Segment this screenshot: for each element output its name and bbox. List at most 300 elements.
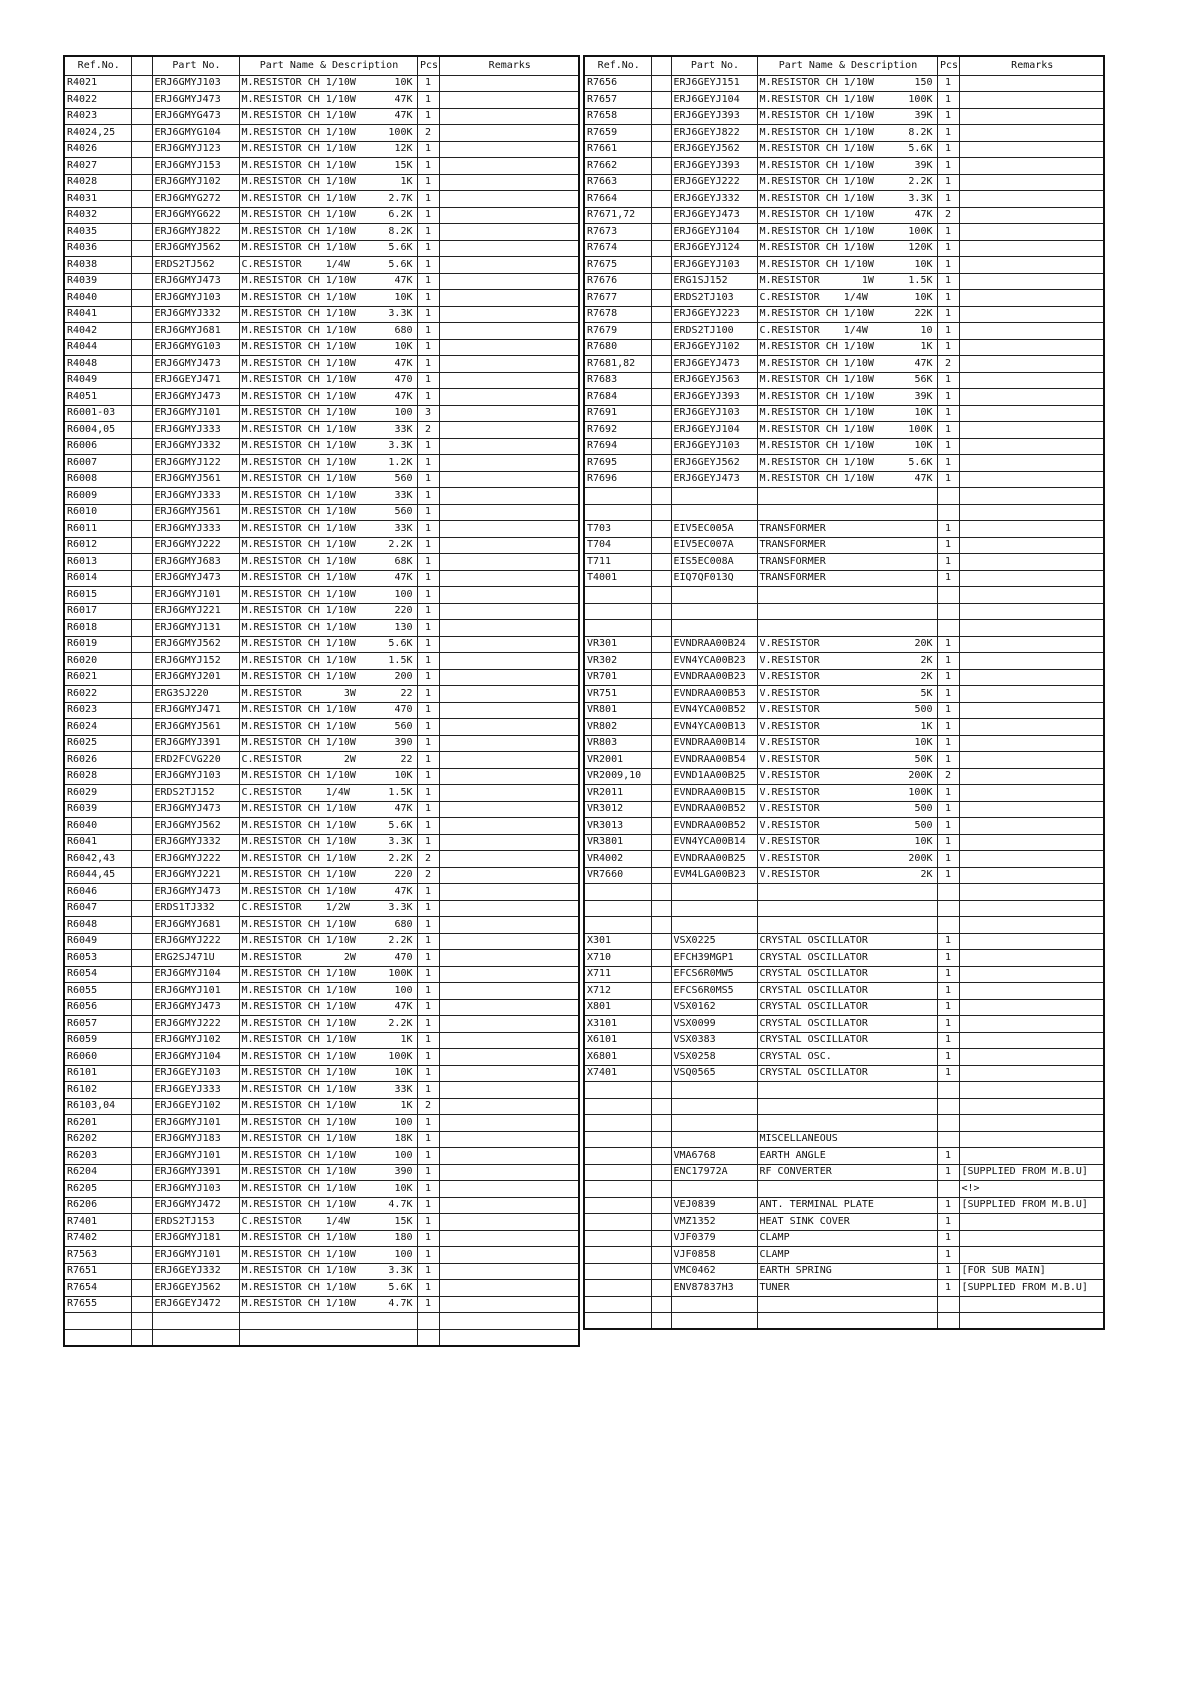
- part-no-cell: ERJ6GMYJ333: [152, 488, 239, 505]
- description-wrap: [760, 804, 937, 814]
- description-cell: [239, 455, 417, 472]
- part-value: 33K: [394, 423, 413, 435]
- table-row: [584, 1181, 1104, 1198]
- remarks-cell: [959, 455, 1104, 472]
- blank-cell: [131, 966, 152, 983]
- part-value: 1.2K: [388, 456, 413, 468]
- ref-no-cell: R6018: [64, 620, 131, 637]
- part-no-cell: EVN4YCA00B14: [671, 834, 757, 851]
- ref-no-cell: [584, 1313, 651, 1330]
- part-name: C.RESISTOR 1/4W: [759, 291, 868, 303]
- table-row: [584, 488, 1104, 505]
- description-cell: [757, 224, 937, 241]
- ref-no-cell: R7654: [64, 1280, 131, 1297]
- remarks-cell: [959, 372, 1104, 389]
- pcs-cell: 1: [937, 735, 959, 752]
- part-no-cell: ERJ6GMYJ473: [152, 389, 239, 406]
- description-cell: [757, 884, 937, 901]
- blank-cell: [131, 1181, 152, 1198]
- description-cell: [757, 719, 937, 736]
- blank-cell: [131, 290, 152, 307]
- remarks-cell: [959, 438, 1104, 455]
- description-cell: [239, 356, 417, 373]
- ref-no-cell: X711: [584, 966, 651, 983]
- table-row: [584, 372, 1104, 389]
- part-value: 5.6K: [388, 638, 413, 650]
- part-no-cell: VMA6768: [671, 1148, 757, 1165]
- part-name: CLAMP: [759, 1232, 790, 1244]
- part-name: M.RESISTOR CH 1/10W: [241, 984, 356, 996]
- table-row: [584, 785, 1104, 802]
- description-cell: [757, 1016, 937, 1033]
- part-no-cell: ERJ6GEYJ473: [671, 356, 757, 373]
- part-value: 10K: [394, 77, 413, 89]
- pcs-cell: 1: [417, 75, 439, 92]
- part-value: 200K: [908, 770, 933, 782]
- pcs-cell: 1: [417, 1065, 439, 1082]
- blank-cell: [131, 1247, 152, 1264]
- remarks-cell: [959, 1214, 1104, 1231]
- description-cell: [239, 752, 417, 769]
- table-row: [64, 801, 579, 818]
- ref-no-cell: R6041: [64, 834, 131, 851]
- part-value: 10: [920, 324, 933, 336]
- description-wrap: [760, 854, 937, 864]
- ref-no-cell: R7673: [584, 224, 651, 241]
- part-no-cell: ERJ6GEYJ332: [671, 191, 757, 208]
- ref-no-cell: R6102: [64, 1082, 131, 1099]
- table-row: [584, 834, 1104, 851]
- remarks-cell: [439, 240, 579, 257]
- description-wrap: [242, 788, 417, 798]
- part-name: M.RESISTOR CH 1/10W: [759, 126, 874, 138]
- pcs-cell: [937, 504, 959, 521]
- description-wrap: [242, 705, 417, 715]
- part-no-cell: ERJ6GEYJ102: [671, 339, 757, 356]
- remarks-cell: [959, 240, 1104, 257]
- description-wrap: [760, 161, 937, 171]
- description-cell: [757, 620, 937, 637]
- table-row: [64, 1016, 579, 1033]
- part-value: 47K: [394, 110, 413, 122]
- blank-cell: [131, 158, 152, 175]
- blank-cell: [651, 966, 671, 983]
- part-value: 1K: [920, 720, 933, 732]
- remarks-cell: [959, 174, 1104, 191]
- ref-no-cell: R7662: [584, 158, 651, 175]
- blank-cell: [651, 1131, 671, 1148]
- part-name: C.RESISTOR 1/4W: [241, 786, 350, 798]
- pcs-cell: 1: [417, 1214, 439, 1231]
- pcs-cell: 1: [937, 999, 959, 1016]
- pcs-cell: 1: [417, 191, 439, 208]
- ref-no-cell: [584, 1131, 651, 1148]
- part-value: 47K: [394, 885, 413, 897]
- ref-no-cell: R6008: [64, 471, 131, 488]
- description-cell: [239, 999, 417, 1016]
- table-row: [584, 224, 1104, 241]
- blank-cell: [131, 702, 152, 719]
- part-name: M.RESISTOR CH 1/10W: [241, 737, 356, 749]
- description-wrap: [242, 1167, 417, 1177]
- description-cell: [239, 735, 417, 752]
- description-cell: [757, 92, 937, 109]
- description-wrap: [242, 194, 417, 204]
- table-row: [64, 1065, 579, 1082]
- blank-cell: [131, 900, 152, 917]
- header-ref-no: Ref.No.: [64, 56, 131, 75]
- part-name: M.RESISTOR CH 1/10W: [241, 1232, 356, 1244]
- part-name: V.RESISTOR: [759, 720, 820, 732]
- part-no-cell: EFCS6R0MS5: [671, 983, 757, 1000]
- description-wrap: [760, 557, 937, 567]
- part-no-cell: ERJ6GMYJ391: [152, 735, 239, 752]
- remarks-cell: [439, 1148, 579, 1165]
- ref-no-cell: VR301: [584, 636, 651, 653]
- pcs-cell: 1: [937, 339, 959, 356]
- description-wrap: [760, 128, 937, 138]
- blank-cell: [651, 488, 671, 505]
- blank-cell: [131, 1214, 152, 1231]
- description-cell: [757, 851, 937, 868]
- part-name: V.RESISTOR: [759, 869, 820, 881]
- table-row: [64, 537, 579, 554]
- blank-cell: [131, 356, 152, 373]
- table-row: [584, 389, 1104, 406]
- part-name: M.RESISTOR CH 1/10W: [241, 1281, 356, 1293]
- part-name: M.RESISTOR CH 1/10W: [759, 77, 874, 89]
- remarks-cell: [439, 966, 579, 983]
- pcs-cell: 1: [417, 1115, 439, 1132]
- part-no-cell: [671, 488, 757, 505]
- part-value: 680: [394, 918, 413, 930]
- part-no-cell: VMC0462: [671, 1263, 757, 1280]
- part-value: 10K: [914, 407, 933, 419]
- blank-cell: [131, 933, 152, 950]
- part-value: 47K: [914, 209, 933, 221]
- pcs-cell: 1: [417, 257, 439, 274]
- remarks-cell: [439, 1329, 579, 1346]
- pcs-cell: [937, 488, 959, 505]
- remarks-cell: [959, 191, 1104, 208]
- part-name: M.RESISTOR CH 1/10W: [759, 176, 874, 188]
- ref-no-cell: R7681,82: [584, 356, 651, 373]
- description-cell: [239, 801, 417, 818]
- header-description: Part Name & Description: [239, 56, 417, 75]
- description-cell: [239, 785, 417, 802]
- table-row: [64, 1131, 579, 1148]
- blank-cell: [651, 686, 671, 703]
- table-row: [64, 933, 579, 950]
- description-cell: [239, 900, 417, 917]
- description-cell: [239, 125, 417, 142]
- ref-no-cell: R6053: [64, 950, 131, 967]
- description-wrap: [242, 375, 417, 385]
- part-name: M.RESISTOR CH 1/10W: [241, 473, 356, 485]
- blank-cell: [651, 125, 671, 142]
- pcs-cell: [417, 1329, 439, 1346]
- pcs-cell: 1: [417, 1016, 439, 1033]
- pcs-cell: 1: [417, 438, 439, 455]
- part-value: 100K: [908, 786, 933, 798]
- table-row: [64, 1164, 579, 1181]
- part-value: 1.5K: [908, 275, 933, 287]
- part-no-cell: ERJ6GEYJ104: [671, 92, 757, 109]
- description-cell: [239, 867, 417, 884]
- ref-no-cell: X710: [584, 950, 651, 967]
- remarks-cell: [959, 422, 1104, 439]
- description-wrap: [242, 1299, 417, 1309]
- part-name: M.RESISTOR CH 1/10W: [759, 423, 874, 435]
- ref-no-cell: R4038: [64, 257, 131, 274]
- part-name: M.RESISTOR CH 1/10W: [759, 308, 874, 320]
- part-no-cell: ERJ6GMYJ104: [152, 1049, 239, 1066]
- ref-no-cell: R6040: [64, 818, 131, 835]
- table-row: [584, 207, 1104, 224]
- part-no-cell: ERG1SJ152: [671, 273, 757, 290]
- ref-no-cell: R6013: [64, 554, 131, 571]
- blank-cell: [651, 108, 671, 125]
- description-wrap: [242, 837, 417, 847]
- pcs-cell: 2: [417, 422, 439, 439]
- table-row: [584, 537, 1104, 554]
- blank-cell: [131, 603, 152, 620]
- ref-no-cell: R7663: [584, 174, 651, 191]
- ref-no-cell: R7676: [584, 273, 651, 290]
- part-no-cell: ERDS2TJ153: [152, 1214, 239, 1231]
- pcs-cell: 1: [937, 818, 959, 835]
- table-row: [584, 1313, 1104, 1330]
- blank-cell: [131, 1263, 152, 1280]
- blank-cell: [131, 1164, 152, 1181]
- table-row: [584, 273, 1104, 290]
- description-wrap: [242, 1283, 417, 1293]
- table-row: [584, 323, 1104, 340]
- description-wrap: [242, 887, 417, 897]
- part-name: M.RESISTOR CH 1/10W: [241, 192, 356, 204]
- part-name: M.RESISTOR CH 1/10W: [241, 1001, 356, 1013]
- part-no-cell: EFCS6R0MW5: [671, 966, 757, 983]
- pcs-cell: 1: [937, 240, 959, 257]
- part-no-cell: ERJ6GMYJ562: [152, 240, 239, 257]
- header-pcs: Pcs: [937, 56, 959, 75]
- part-name: M.RESISTOR CH 1/10W: [759, 192, 874, 204]
- description-cell: [239, 1148, 417, 1165]
- ref-no-cell: VR2011: [584, 785, 651, 802]
- description-cell: [239, 620, 417, 637]
- part-no-cell: ERJ6GEYJ151: [671, 75, 757, 92]
- part-no-cell: [671, 504, 757, 521]
- table-row: [584, 884, 1104, 901]
- part-name: M.RESISTOR CH 1/10W: [241, 423, 356, 435]
- pcs-cell: 1: [417, 735, 439, 752]
- description-cell: [757, 867, 937, 884]
- part-no-cell: ERJ6GMYJ221: [152, 603, 239, 620]
- description-cell: [757, 504, 937, 521]
- pcs-cell: 1: [937, 75, 959, 92]
- remarks-cell: [959, 1098, 1104, 1115]
- description-wrap: [760, 1019, 937, 1029]
- description-wrap: [760, 111, 937, 121]
- ref-no-cell: R4041: [64, 306, 131, 323]
- part-name: M.RESISTOR CH 1/10W: [241, 176, 356, 188]
- part-no-cell: ERJ6GEYJ333: [152, 1082, 239, 1099]
- table-row: [584, 570, 1104, 587]
- remarks-cell: [439, 851, 579, 868]
- part-no-cell: ERJ6GEYJ822: [671, 125, 757, 142]
- description-cell: [757, 1098, 937, 1115]
- blank-cell: [651, 339, 671, 356]
- remarks-cell: [439, 1214, 579, 1231]
- remarks-cell: [959, 587, 1104, 604]
- blank-cell: [651, 1148, 671, 1165]
- description-wrap: [760, 408, 937, 418]
- part-value: 500: [914, 803, 933, 815]
- part-no-cell: ERJ6GEYJ562: [671, 141, 757, 158]
- part-no-cell: [671, 1313, 757, 1330]
- ref-no-cell: R6029: [64, 785, 131, 802]
- part-value: 100: [394, 984, 413, 996]
- remarks-cell: [959, 537, 1104, 554]
- part-name: M.RESISTOR CH 1/10W: [759, 440, 874, 452]
- part-name: CRYSTAL OSCILLATOR: [759, 984, 868, 996]
- part-value: 150: [914, 77, 933, 89]
- part-no-cell: ERJ6GEYJ563: [671, 372, 757, 389]
- part-no-cell: EVNDRAA00B54: [671, 752, 757, 769]
- description-wrap: [242, 1134, 417, 1144]
- pcs-cell: 1: [937, 521, 959, 538]
- description-cell: [757, 1164, 937, 1181]
- part-no-cell: ERJ6GMYJ103: [152, 768, 239, 785]
- part-value: 22K: [914, 308, 933, 320]
- part-value: 1K: [400, 1100, 413, 1112]
- ref-no-cell: R4023: [64, 108, 131, 125]
- part-value: 3.3K: [388, 836, 413, 848]
- part-name: TRANSFORMER: [759, 539, 826, 551]
- part-no-cell: ERJ6GMYJ333: [152, 422, 239, 439]
- part-name: M.RESISTOR CH 1/10W: [759, 209, 874, 221]
- description-wrap: [760, 986, 937, 996]
- part-name: M.RESISTOR CH 1/10W: [241, 704, 356, 716]
- part-value: 390: [394, 1166, 413, 1178]
- ref-no-cell: [584, 917, 651, 934]
- part-value: 1K: [920, 341, 933, 353]
- part-no-cell: EVN4YCA00B13: [671, 719, 757, 736]
- description-cell: [757, 1214, 937, 1231]
- table-row: [64, 1181, 579, 1198]
- pcs-cell: [937, 917, 959, 934]
- pcs-cell: 2: [417, 851, 439, 868]
- pcs-cell: 1: [417, 1181, 439, 1198]
- description-wrap: [242, 1118, 417, 1128]
- table-row: [64, 108, 579, 125]
- ref-no-cell: R4031: [64, 191, 131, 208]
- ref-no-cell: [584, 620, 651, 637]
- description-cell: [239, 240, 417, 257]
- ref-no-cell: R6023: [64, 702, 131, 719]
- blank-cell: [131, 554, 152, 571]
- description-cell: [757, 356, 937, 373]
- description-wrap: [242, 326, 417, 336]
- table-row: [584, 669, 1104, 686]
- description-cell: [757, 1131, 937, 1148]
- description-cell: [239, 603, 417, 620]
- part-value: 39K: [914, 159, 933, 171]
- part-no-cell: [671, 1296, 757, 1313]
- part-name: M.RESISTOR CH 1/10W: [241, 324, 356, 336]
- description-wrap: [242, 804, 417, 814]
- remarks-cell: [439, 570, 579, 587]
- table-row: [584, 587, 1104, 604]
- blank-cell: [131, 455, 152, 472]
- ref-no-cell: R6014: [64, 570, 131, 587]
- table-row: [584, 1164, 1104, 1181]
- pcs-cell: 1: [937, 653, 959, 670]
- description-cell: [757, 240, 937, 257]
- pcs-cell: 2: [417, 125, 439, 142]
- ref-no-cell: VR3012: [584, 801, 651, 818]
- description-wrap: [760, 392, 937, 402]
- table-row: [64, 1296, 579, 1313]
- remarks-cell: [439, 768, 579, 785]
- table-header-row: [64, 56, 579, 75]
- remarks-cell: [439, 290, 579, 307]
- description-cell: [757, 141, 937, 158]
- pcs-cell: 1: [417, 801, 439, 818]
- blank-cell: [651, 257, 671, 274]
- description-wrap: [760, 243, 937, 253]
- pcs-cell: 1: [937, 983, 959, 1000]
- part-no-cell: ERJ6GEYJ222: [671, 174, 757, 191]
- blank-cell: [131, 587, 152, 604]
- ref-no-cell: X801: [584, 999, 651, 1016]
- remarks-cell: [959, 768, 1104, 785]
- description-wrap: [242, 738, 417, 748]
- ref-no-cell: T711: [584, 554, 651, 571]
- blank-cell: [651, 570, 671, 587]
- ref-no-cell: R7679: [584, 323, 651, 340]
- table-row: [584, 999, 1104, 1016]
- ref-no-cell: X3101: [584, 1016, 651, 1033]
- table-row: [584, 125, 1104, 142]
- description-cell: [757, 1115, 937, 1132]
- table-row: [64, 290, 579, 307]
- part-value: 47K: [394, 1001, 413, 1013]
- part-no-cell: [671, 1082, 757, 1099]
- table-row: [584, 1131, 1104, 1148]
- description-wrap: [242, 95, 417, 105]
- ref-no-cell: [64, 1329, 131, 1346]
- blank-cell: [651, 290, 671, 307]
- ref-no-cell: VR302: [584, 653, 651, 670]
- remarks-cell: [959, 983, 1104, 1000]
- description-cell: [757, 339, 937, 356]
- part-no-cell: EIS5EC008A: [671, 554, 757, 571]
- part-value: 47K: [394, 390, 413, 402]
- table-row: [584, 1115, 1104, 1132]
- ref-no-cell: R6056: [64, 999, 131, 1016]
- part-no-cell: [671, 1131, 757, 1148]
- part-name: V.RESISTOR: [759, 819, 820, 831]
- description-wrap: [242, 656, 417, 666]
- pcs-cell: 1: [937, 455, 959, 472]
- part-name: HEAT SINK COVER: [759, 1215, 850, 1227]
- description-wrap: [760, 276, 937, 286]
- description-cell: [239, 950, 417, 967]
- part-no-cell: ERJ6GMYJ222: [152, 851, 239, 868]
- blank-cell: [651, 1115, 671, 1132]
- description-wrap: [760, 78, 937, 88]
